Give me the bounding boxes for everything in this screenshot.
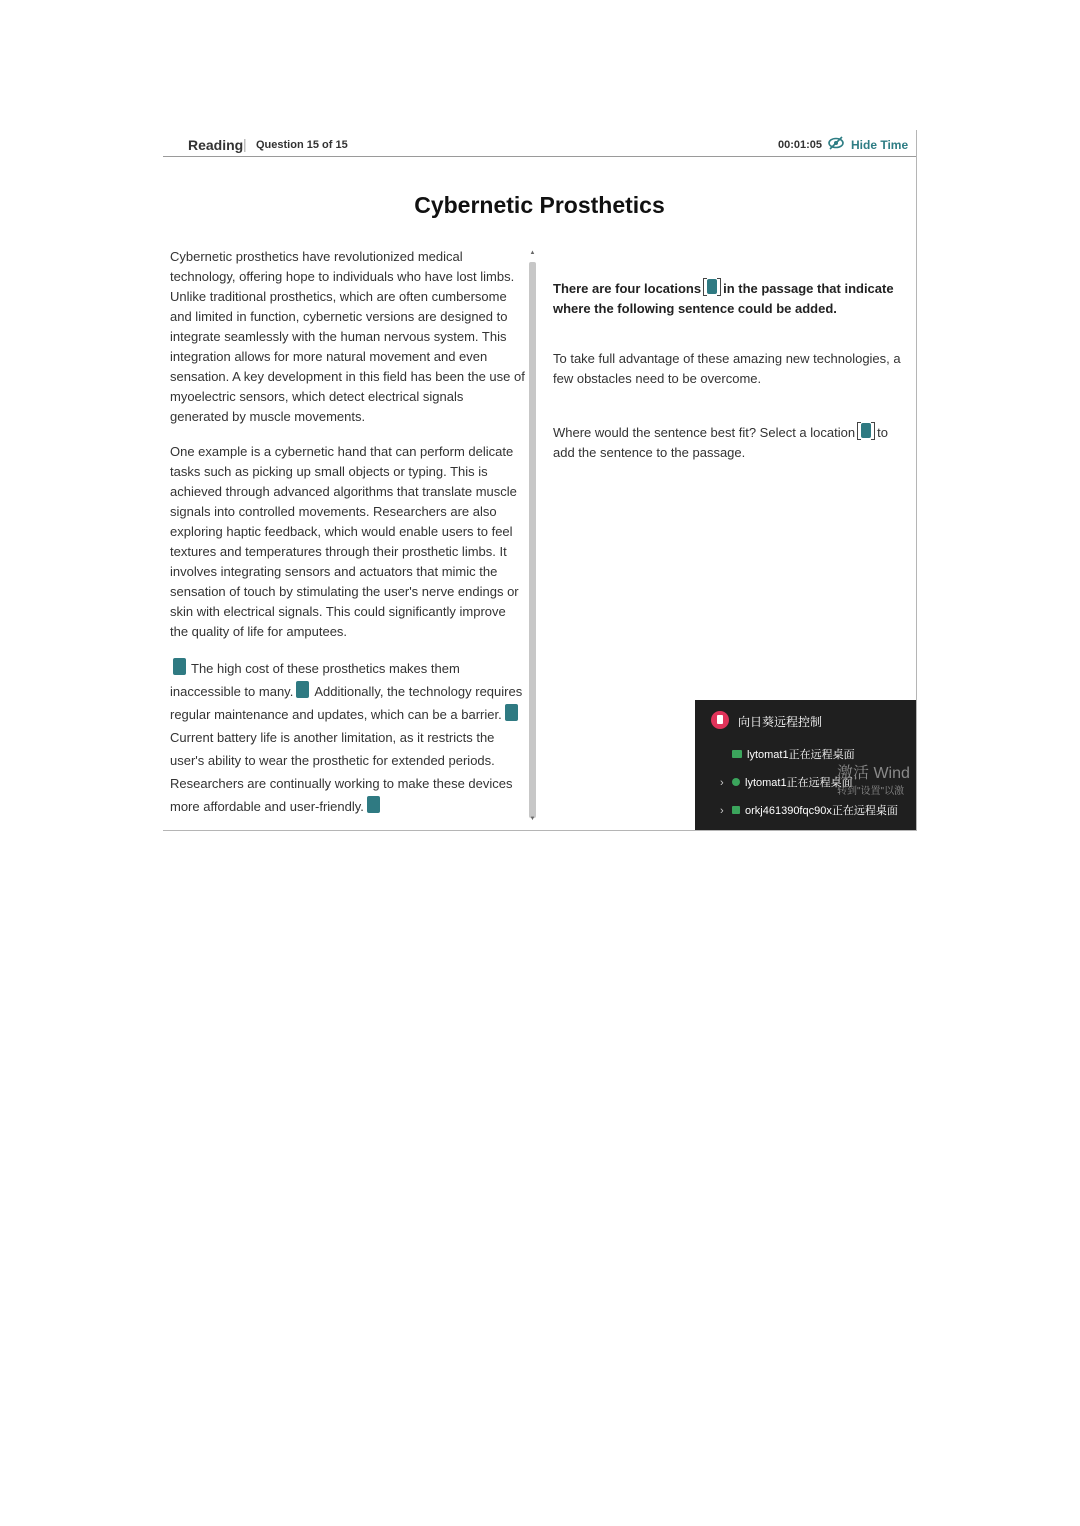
question-panel xyxy=(553,278,908,463)
insertion-marker-2[interactable] xyxy=(296,681,309,698)
chevron-right-icon[interactable]: › xyxy=(720,805,724,817)
test-window xyxy=(163,130,917,831)
paragraph3-sentence-2: Additionally, the technology requires regular maintenance and updates, which can be a barrier. xyxy=(170,684,523,722)
session-label: lytomat1正在远程桌面 xyxy=(745,777,853,789)
chevron-right-icon[interactable]: › xyxy=(720,777,724,789)
question-instruction xyxy=(553,278,908,319)
instruction-text-2: in the passage that indicate where the following sentence could be added. xyxy=(553,281,894,316)
remote-session-item[interactable] xyxy=(720,774,853,790)
sentence-to-insert: To take full advantage of these amazing new technologies, a few obstacles need to be overcome. xyxy=(553,351,901,386)
top-bar xyxy=(163,130,916,157)
activation-watermark-subtext: 转到"设置"以激 xyxy=(837,786,905,797)
scroll-up-arrow-icon[interactable]: ▲ xyxy=(529,250,536,256)
session-label: lytomat1正在远程桌面 xyxy=(747,749,855,761)
insertion-square-icon xyxy=(857,422,875,439)
remote-control-popup xyxy=(695,700,916,830)
passage-scrollbar[interactable] xyxy=(528,250,537,826)
windows-icon xyxy=(732,806,740,814)
passage-panel xyxy=(170,247,525,831)
scroll-down-arrow-icon[interactable]: ▼ xyxy=(529,816,536,822)
header-separator: | xyxy=(243,136,247,152)
instruction-text-1: There are four locations xyxy=(553,281,702,296)
insertion-square-icon xyxy=(703,278,721,295)
hide-time-button[interactable]: Hide Time xyxy=(851,138,909,152)
section-name: Reading xyxy=(188,137,244,153)
passage-paragraph-1: Cybernetic prosthetics have revolutionized medical technology, offering hope to individuals who have lost limbs. Unlike traditional prosthetics, which are often cumbersome and limited in function, cybernetic versions are designed to integrate seamlessly with the human nervous system. This integration allows for more natural movement and even sensation. A key development in this field has been the use of myoelectric sensors, which detect electrical signals generated by muscle movements. xyxy=(170,249,525,424)
popup-title: 向日葵远程控制 xyxy=(738,715,823,729)
paragraph3-sentence-1: The high cost of these prosthetics makes them inaccessible to many. xyxy=(170,661,460,699)
eye-slash-icon[interactable] xyxy=(828,136,844,150)
insertion-marker-4[interactable] xyxy=(367,796,380,813)
timer: 00:01:05 xyxy=(778,139,823,151)
session-label: orkj461390fqc90x正在远程桌面 xyxy=(745,805,898,817)
question-prompt xyxy=(553,422,908,463)
scroll-thumb[interactable] xyxy=(529,262,536,818)
prompt-text-2: to add the sentence to the passage. xyxy=(553,425,888,460)
insertion-marker-1[interactable] xyxy=(173,658,186,675)
activation-watermark: 激活 Wind xyxy=(837,765,910,782)
remote-session-item[interactable] xyxy=(720,802,898,818)
sunflower-logo-icon xyxy=(711,711,729,729)
insertion-marker-3[interactable] xyxy=(505,704,518,721)
passage-paragraph-2: One example is a cybernetic hand that can perform delicate tasks such as picking up small objects or typing. This is achieved through advanced algorithms that translate muscle signals into controlled movements. Researchers are also exploring haptic feedback, which would enable users to feel textures and temperatures through their prosthetic limbs. It involves integrating sensors and actuators that mimic the sensation of touch by stimulating the user's nerve endings or skin with electrical signals. This could significantly improve the quality of life for amputees. xyxy=(170,444,519,639)
paragraph3-sentence-3: Current battery life is another limitation, as it restricts the user's ability to wear the prosthetic for extended periods. Researchers are continually working to make these devices more affordable and user-friendly. xyxy=(170,730,513,814)
apple-icon xyxy=(732,778,740,786)
passage-title: Cybernetic Prosthetics xyxy=(414,192,665,218)
remote-session-item[interactable] xyxy=(720,746,855,762)
monitor-icon xyxy=(732,750,742,758)
question-counter: Question 15 of 15 xyxy=(256,139,348,151)
prompt-text-1: Where would the sentence best fit? Select a location xyxy=(553,425,856,440)
passage-paragraph-3 xyxy=(170,657,525,818)
